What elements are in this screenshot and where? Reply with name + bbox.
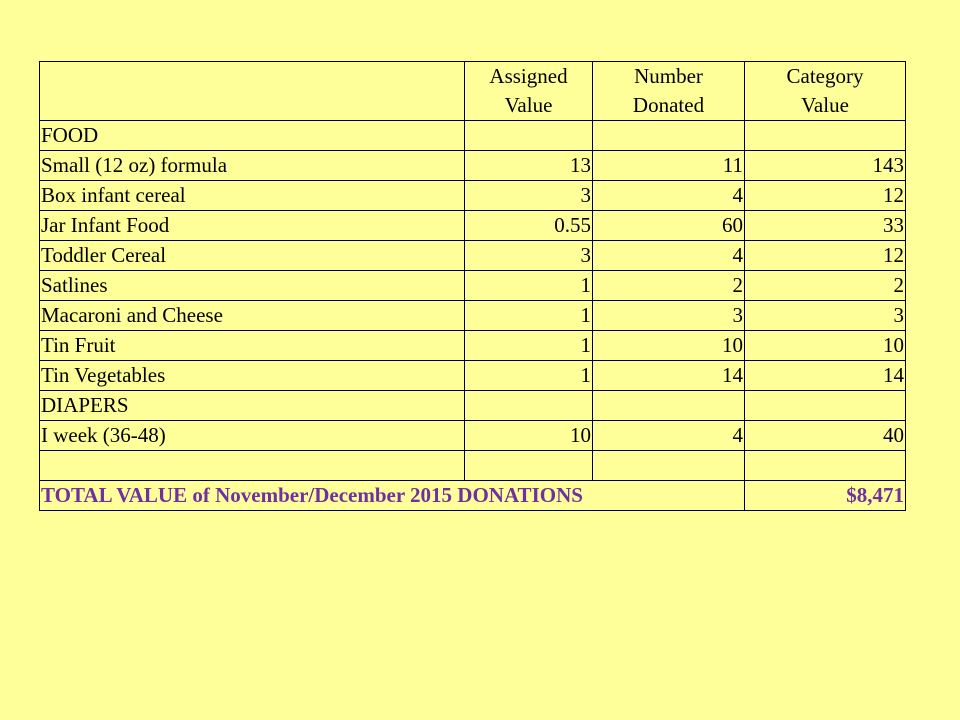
assigned-value: 10 — [465, 421, 593, 451]
category-value: 3 — [745, 301, 906, 331]
item-name: Satlines — [40, 271, 465, 301]
assigned-value: 1 — [465, 271, 593, 301]
assigned-value: 3 — [465, 241, 593, 271]
category-value: 14 — [745, 361, 906, 391]
blank-row — [40, 451, 906, 481]
header-category-value: Category Value — [745, 62, 906, 121]
item-name: Box infant cereal — [40, 181, 465, 211]
number-donated: 2 — [593, 271, 745, 301]
number-donated: 11 — [593, 151, 745, 181]
total-label: TOTAL VALUE of November/December 2015 DONATIONS — [40, 481, 745, 511]
category-value: 33 — [745, 211, 906, 241]
item-name: Jar Infant Food — [40, 211, 465, 241]
table-row — [40, 151, 906, 181]
header-row — [40, 62, 906, 121]
section-row-food — [40, 121, 906, 151]
header-assigned-value: Assigned Value — [465, 62, 593, 121]
category-value: 40 — [745, 421, 906, 451]
category-value: 12 — [745, 181, 906, 211]
number-donated: 4 — [593, 181, 745, 211]
table-row — [40, 421, 906, 451]
category-value: 10 — [745, 331, 906, 361]
header-item-cell — [40, 62, 465, 121]
item-name: Macaroni and Cheese — [40, 301, 465, 331]
category-value: 12 — [745, 241, 906, 271]
table-row — [40, 331, 906, 361]
item-name: I week (36-48) — [40, 421, 465, 451]
category-value: 143 — [745, 151, 906, 181]
assigned-value: 1 — [465, 361, 593, 391]
donations-table — [39, 61, 906, 511]
assigned-value: 1 — [465, 301, 593, 331]
table-row — [40, 301, 906, 331]
item-name: Tin Vegetables — [40, 361, 465, 391]
section-title: FOOD — [40, 121, 465, 151]
total-row — [40, 481, 906, 511]
number-donated: 4 — [593, 241, 745, 271]
number-donated: 60 — [593, 211, 745, 241]
number-donated: 4 — [593, 421, 745, 451]
table-row — [40, 271, 906, 301]
table-row — [40, 211, 906, 241]
header-number-donated: Number Donated — [593, 62, 745, 121]
assigned-value: 3 — [465, 181, 593, 211]
table-row — [40, 361, 906, 391]
item-name: Tin Fruit — [40, 331, 465, 361]
table-row — [40, 181, 906, 211]
number-donated: 10 — [593, 331, 745, 361]
number-donated: 3 — [593, 301, 745, 331]
assigned-value: 0.55 — [465, 211, 593, 241]
item-name: Small (12 oz) formula — [40, 151, 465, 181]
section-row-diapers — [40, 391, 906, 421]
table-row — [40, 241, 906, 271]
assigned-value: 13 — [465, 151, 593, 181]
number-donated: 14 — [593, 361, 745, 391]
section-title: DIAPERS — [40, 391, 465, 421]
total-value: $8,471 — [745, 481, 906, 511]
item-name: Toddler Cereal — [40, 241, 465, 271]
category-value: 2 — [745, 271, 906, 301]
assigned-value: 1 — [465, 331, 593, 361]
